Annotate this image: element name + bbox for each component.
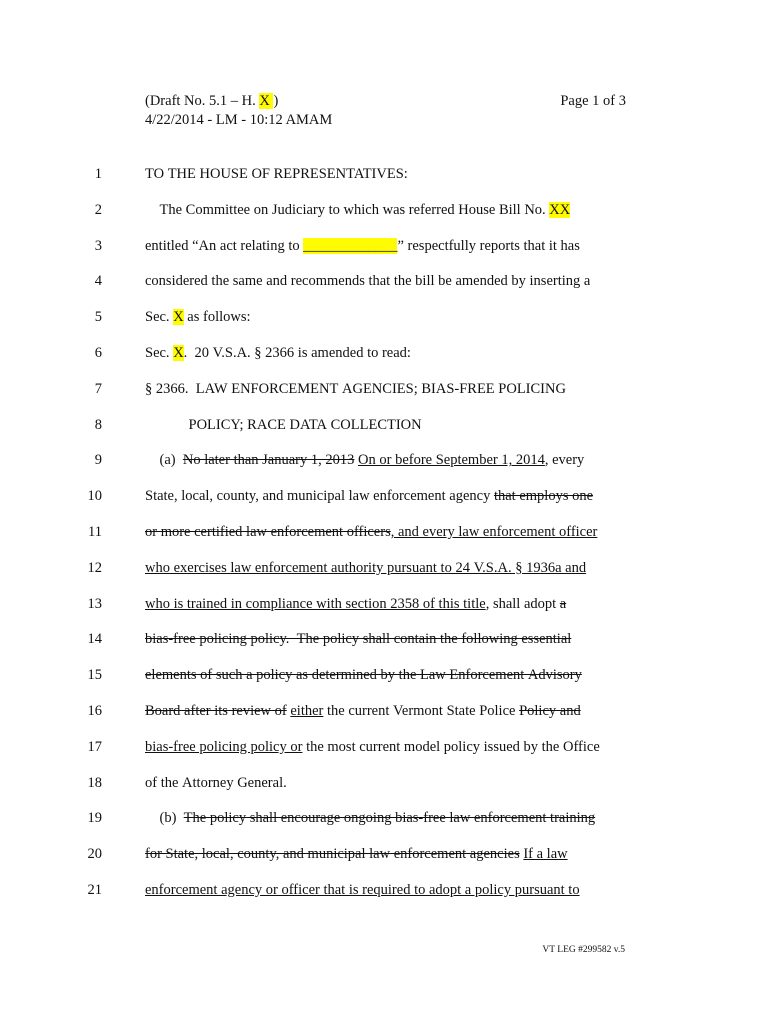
- document-line: [0, 667, 770, 687]
- line-text: [145, 882, 580, 899]
- inserted-text: , and every law enforcement officer: [390, 524, 598, 540]
- line-text: [145, 345, 411, 362]
- text-segment: Sec.: [145, 345, 174, 361]
- struck-text: No later than January 1, 2013: [182, 452, 355, 469]
- line-number: 21: [87, 882, 102, 898]
- text-segment: (a): [145, 452, 183, 469]
- line-text: [145, 810, 595, 827]
- text-segment: as follows:: [183, 309, 251, 326]
- line-text: [145, 238, 580, 255]
- line-number: 17: [87, 738, 102, 755]
- line-text: [145, 524, 597, 541]
- line-text: [145, 452, 584, 469]
- document-line: [0, 739, 770, 759]
- document-line: [0, 166, 770, 186]
- highlighted-placeholder: _____________: [303, 237, 398, 254]
- line-number: 2: [94, 201, 102, 218]
- line-number: 12: [87, 559, 102, 576]
- line-text: [145, 846, 568, 863]
- text-segment: . 20 V.S.A. § 2366 is amended to read:: [183, 345, 411, 361]
- inserted-text: If a law: [523, 846, 568, 863]
- text-segment: POLICY; RACE DATA COLLECTION: [145, 416, 422, 433]
- line-number: 5: [94, 309, 102, 326]
- document-line: [0, 775, 770, 795]
- line-text: [145, 667, 582, 684]
- draft-suffix: ): [273, 93, 279, 109]
- line-text: [145, 417, 422, 434]
- line-number: 8: [94, 416, 102, 433]
- line-number: 9: [94, 452, 102, 469]
- line-text: [145, 596, 566, 613]
- line-number: 13: [87, 595, 102, 612]
- inserted-text: who is trained in compliance with section 2358 of this title: [145, 595, 486, 612]
- line-text: [145, 631, 571, 648]
- struck-text: for State, local, county, and municipal law enforcement agencies: [145, 846, 520, 863]
- text-segment: Sec.: [145, 309, 174, 326]
- highlighted-placeholder: X: [173, 345, 184, 361]
- draft-number-line: [145, 92, 332, 111]
- line-text: [145, 166, 408, 183]
- line-text: [145, 381, 566, 398]
- page-number: Page 1 of 3: [560, 93, 626, 109]
- highlighted-placeholder: X: [173, 309, 184, 326]
- line-number: 6: [94, 345, 102, 361]
- document-line: [0, 560, 770, 580]
- struck-text: Policy and: [519, 703, 581, 719]
- line-number: 4: [94, 273, 102, 290]
- line-number: 10: [87, 488, 102, 505]
- text-segment: The Committee on Judiciary to which was referred House Bill No.: [145, 201, 550, 218]
- document-id-footer: VT LEG #299582 v.5: [542, 945, 625, 955]
- document-line: [0, 596, 770, 616]
- line-number: 15: [87, 667, 102, 684]
- document-line: [0, 631, 770, 651]
- text-segment: the most current model policy issued by the Office: [302, 738, 600, 755]
- line-text: [145, 775, 287, 792]
- inserted-text: enforcement agency or officer that is required to adopt a policy pursuant to: [145, 882, 580, 898]
- document-line: [0, 488, 770, 508]
- line-number: 11: [88, 524, 102, 540]
- document-line: [0, 381, 770, 401]
- document-line: [0, 846, 770, 866]
- line-number: 18: [87, 774, 102, 791]
- text-segment: (b): [145, 810, 184, 827]
- line-text: [145, 273, 590, 290]
- line-number: 7: [94, 380, 102, 397]
- document-line: [0, 524, 770, 544]
- struck-text: a: [559, 595, 567, 612]
- text-segment: entitled “An act relating to: [145, 237, 304, 254]
- draft-bill-placeholder: X: [259, 93, 274, 109]
- inserted-text: On or before September 1, 2014: [358, 452, 545, 469]
- draft-date-line: 4/22/2014 - LM - 10:12 AMAM: [145, 112, 333, 128]
- text-segment: the current Vermont State Police: [323, 703, 520, 719]
- inserted-text: who exercises law enforcement authority pursuant to 24 V.S.A. § 1936a and: [145, 559, 587, 576]
- document-line: [0, 202, 770, 222]
- document-line: [0, 452, 770, 472]
- highlighted-placeholder: XX: [549, 201, 571, 218]
- struck-text: elements of such a policy as determined by the Law Enforcement Advisory: [145, 667, 582, 684]
- document-line: [0, 882, 770, 902]
- document-line: [0, 345, 770, 365]
- line-text: [145, 488, 593, 505]
- struck-text: or more certified law enforcement officers: [145, 524, 391, 540]
- text-segment: State, local, county, and municipal law enforcement agency: [145, 488, 494, 505]
- inserted-text: bias-free policing policy or: [145, 738, 303, 755]
- struck-text: bias-free policing policy. The policy shall contain the following essential: [145, 631, 572, 648]
- struck-text: that employs one: [493, 488, 594, 505]
- line-text: [145, 703, 581, 720]
- text-segment: TO THE HOUSE OF REPRESENTATIVES:: [145, 166, 408, 182]
- line-number: 1: [94, 166, 102, 182]
- text-segment: ” respectfully reports that it has: [397, 237, 580, 254]
- draft-header: [145, 92, 332, 130]
- document-line: [0, 309, 770, 329]
- text-segment: , every: [544, 452, 585, 469]
- line-number: 14: [87, 631, 102, 648]
- line-number: 20: [87, 846, 102, 863]
- line-text: [145, 560, 586, 577]
- line-number: 16: [87, 703, 102, 719]
- document-line: [0, 703, 770, 723]
- document-line: [0, 238, 770, 258]
- line-number: 3: [94, 237, 102, 254]
- inserted-text: either: [290, 703, 324, 719]
- document-line: [0, 810, 770, 830]
- text-segment: considered the same and recommends that the bill be amended by inserting a: [145, 273, 591, 290]
- document-line: [0, 417, 770, 437]
- document-line: [0, 273, 770, 293]
- line-text: [145, 202, 570, 219]
- struck-text: The policy shall encourage ongoing bias-free law enforcement training: [183, 810, 596, 827]
- line-text: [145, 739, 600, 756]
- draft-prefix: (Draft No. 5.1 – H.: [145, 93, 260, 109]
- text-segment: , shall adopt: [485, 595, 560, 612]
- line-number: 19: [87, 810, 102, 827]
- text-segment: § 2366. LAW ENFORCEMENT AGENCIES; BIAS-FREE POLICING: [145, 380, 566, 397]
- line-text: [145, 309, 251, 326]
- text-segment: of the Attorney General.: [145, 774, 287, 791]
- struck-text: Board after its review of: [145, 703, 287, 719]
